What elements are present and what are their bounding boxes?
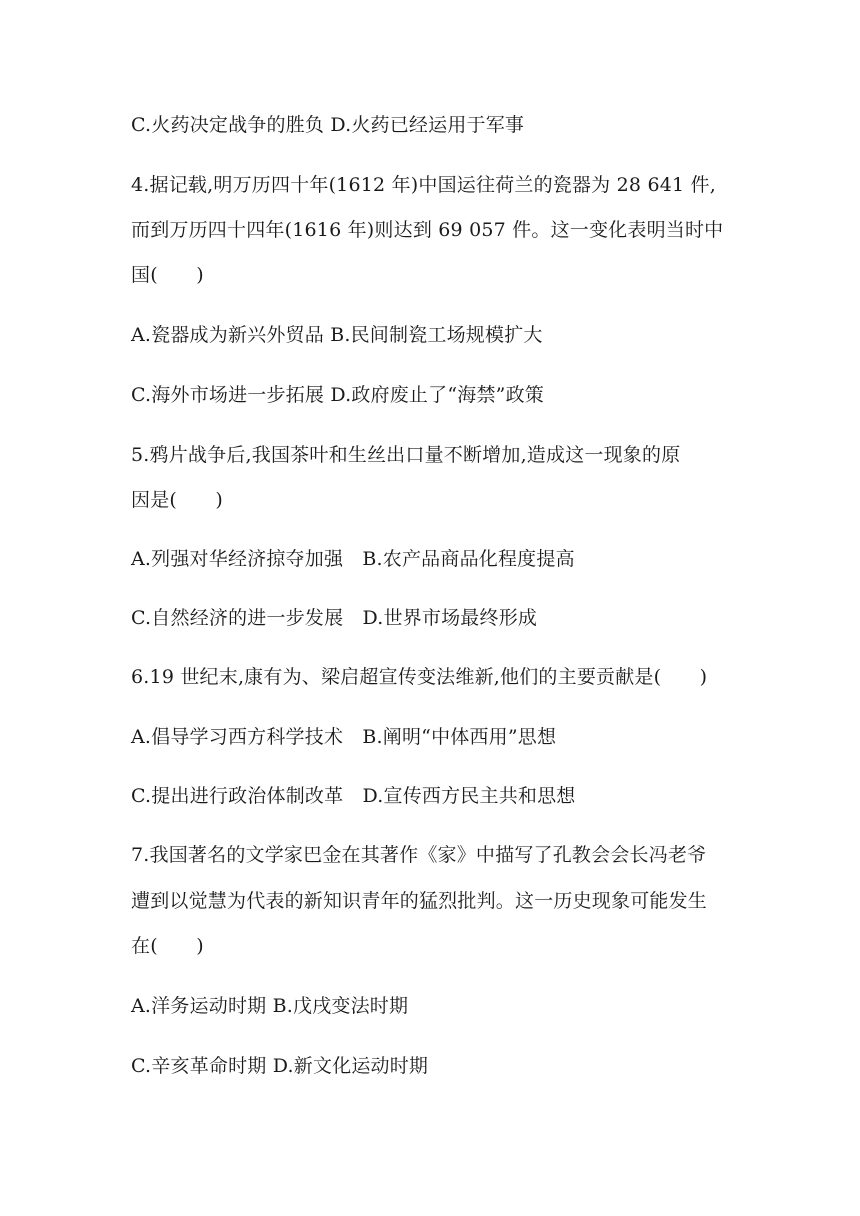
q5-stem-line-1: 5.鸦片战争后,我国茶叶和生丝出口量不断增加,造成这一现象的原 bbox=[131, 444, 681, 466]
q4-stem-line-1: 4.据记载,明万历四十年(1612 年)中国运往荷兰的瓷器为 28 641 件, bbox=[131, 174, 716, 196]
q5-options-cd: C.自然经济的进一步发展 D.世界市场最终形成 bbox=[131, 607, 538, 629]
q7-stem-line-1: 7.我国著名的文学家巴金在其著作《家》中描写了孔教会会长冯老爷 bbox=[131, 844, 707, 866]
q5-options-ab: A.列强对华经济掠夺加强 B.农产品商品化程度提高 bbox=[131, 548, 575, 570]
q4-stem-line-3: 国( ) bbox=[131, 264, 204, 286]
q6-stem: 6.19 世纪末,康有为、梁启超宣传变法维新,他们的主要贡献是( ) bbox=[131, 666, 708, 688]
q3-options-cd: C.火药决定战争的胜负 D.火药已经运用于军事 bbox=[131, 114, 525, 136]
q6-options-ab: A.倡导学习西方科学技术 B.阐明“中体西用”思想 bbox=[131, 726, 557, 748]
q7-options-cd: C.辛亥革命时期 D.新文化运动时期 bbox=[131, 1055, 429, 1077]
q4-stem-line-2: 而到万历四十四年(1616 年)则达到 69 057 件。这一变化表明当时中 bbox=[131, 219, 724, 241]
q4-options-cd: C.海外市场进一步拓展 D.政府废止了“海禁”政策 bbox=[131, 384, 544, 406]
q7-stem-line-3: 在( ) bbox=[131, 935, 204, 957]
q7-options-ab: A.洋务运动时期 B.戊戌变法时期 bbox=[131, 995, 409, 1017]
q5-stem-line-2: 因是( ) bbox=[131, 489, 224, 511]
q6-options-cd: C.提出进行政治体制改革 D.宣传西方民主共和思想 bbox=[131, 785, 576, 807]
q7-stem-line-2: 遭到以觉慧为代表的新知识青年的猛烈批判。这一历史现象可能发生 bbox=[131, 890, 708, 912]
q4-options-ab: A.瓷器成为新兴外贸品 B.民间制瓷工场规模扩大 bbox=[131, 324, 543, 346]
